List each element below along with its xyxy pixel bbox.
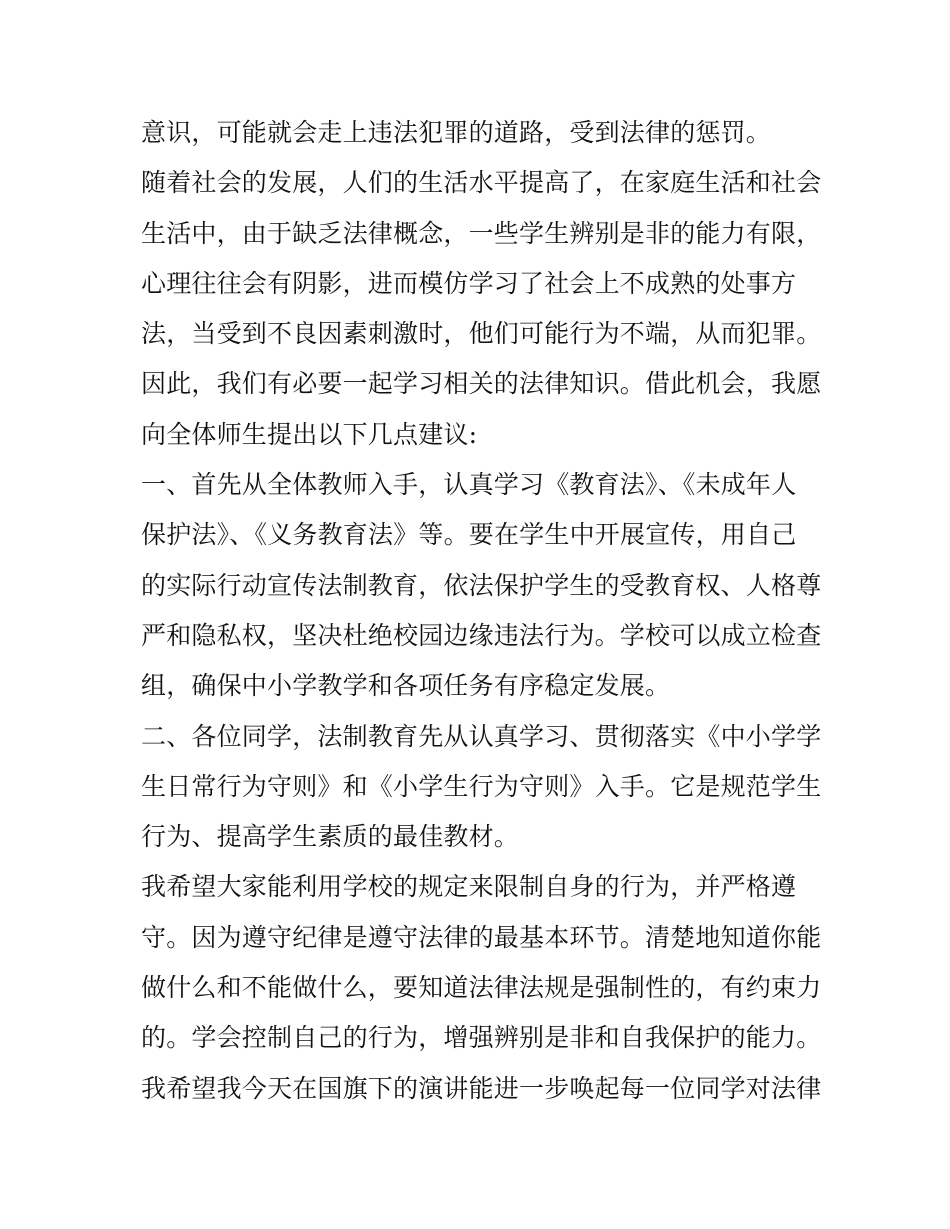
text-line: 随着社会的发展，人们的生活水平提高了，在家庭生活和社会 <box>141 168 822 198</box>
text-line: 因此，我们有必要一起学习相关的法律知识。借此机会，我愿 <box>141 369 822 399</box>
text-line: 的。学会控制自己的行为，增强辨别是非和自我保护的能力。 <box>141 1023 822 1053</box>
text-line: 一、首先从全体教师入手，认真学习《教育法》、《未成年人 <box>141 470 797 500</box>
text-line: 行为、提高学生素质的最佳教材。 <box>141 822 520 852</box>
text-line: 向全体师生提出以下几点建议: <box>141 419 478 449</box>
text-line: 生日常行为守则》和《小学生行为守则》入手。它是规范学生 <box>141 771 822 801</box>
text-line: 组，确保中小学教学和各项任务有序稳定发展。 <box>141 671 671 701</box>
text-line: 二、各位同学，法制教育先从认真学习、贯彻落实《中小学学 <box>141 721 822 751</box>
text-line: 的实际行动宣传法制教育，依法保护学生的受教育权、人格尊 <box>141 570 822 600</box>
text-line: 意识，可能就会走上违法犯罪的道路，受到法律的惩罚。 <box>141 118 772 147</box>
text-line: 做什么和不能做什么，要知道法律法规是强制性的，有约束力 <box>141 973 822 1003</box>
text-line: 法，当受到不良因素刺激时，他们可能行为不端，从而犯罪。 <box>141 319 822 349</box>
text-line: 我希望我今天在国旗下的演讲能进一步唤起每一位同学对法律 <box>141 1073 822 1103</box>
text-line: 守。因为遵守纪律是遵守法律的最基本环节。清楚地知道你能 <box>141 922 822 952</box>
text-line: 保护法》、《义务教育法》等。要在学生中开展宣传，用自己 <box>141 520 797 550</box>
body-text <box>141 108 822 1114</box>
text-line: 心理往往会有阴影，进而模仿学习了社会上不成熟的处事方 <box>141 268 797 298</box>
text-line: 我希望大家能利用学校的规定来限制自身的行为，并严格遵 <box>141 872 797 902</box>
text-line: 生活中，由于缺乏法律概念，一些学生辨别是非的能力有限， <box>141 218 822 248</box>
text-line: 严和隐私权，坚决杜绝校园边缘违法行为。学校可以成立检查 <box>141 620 822 650</box>
